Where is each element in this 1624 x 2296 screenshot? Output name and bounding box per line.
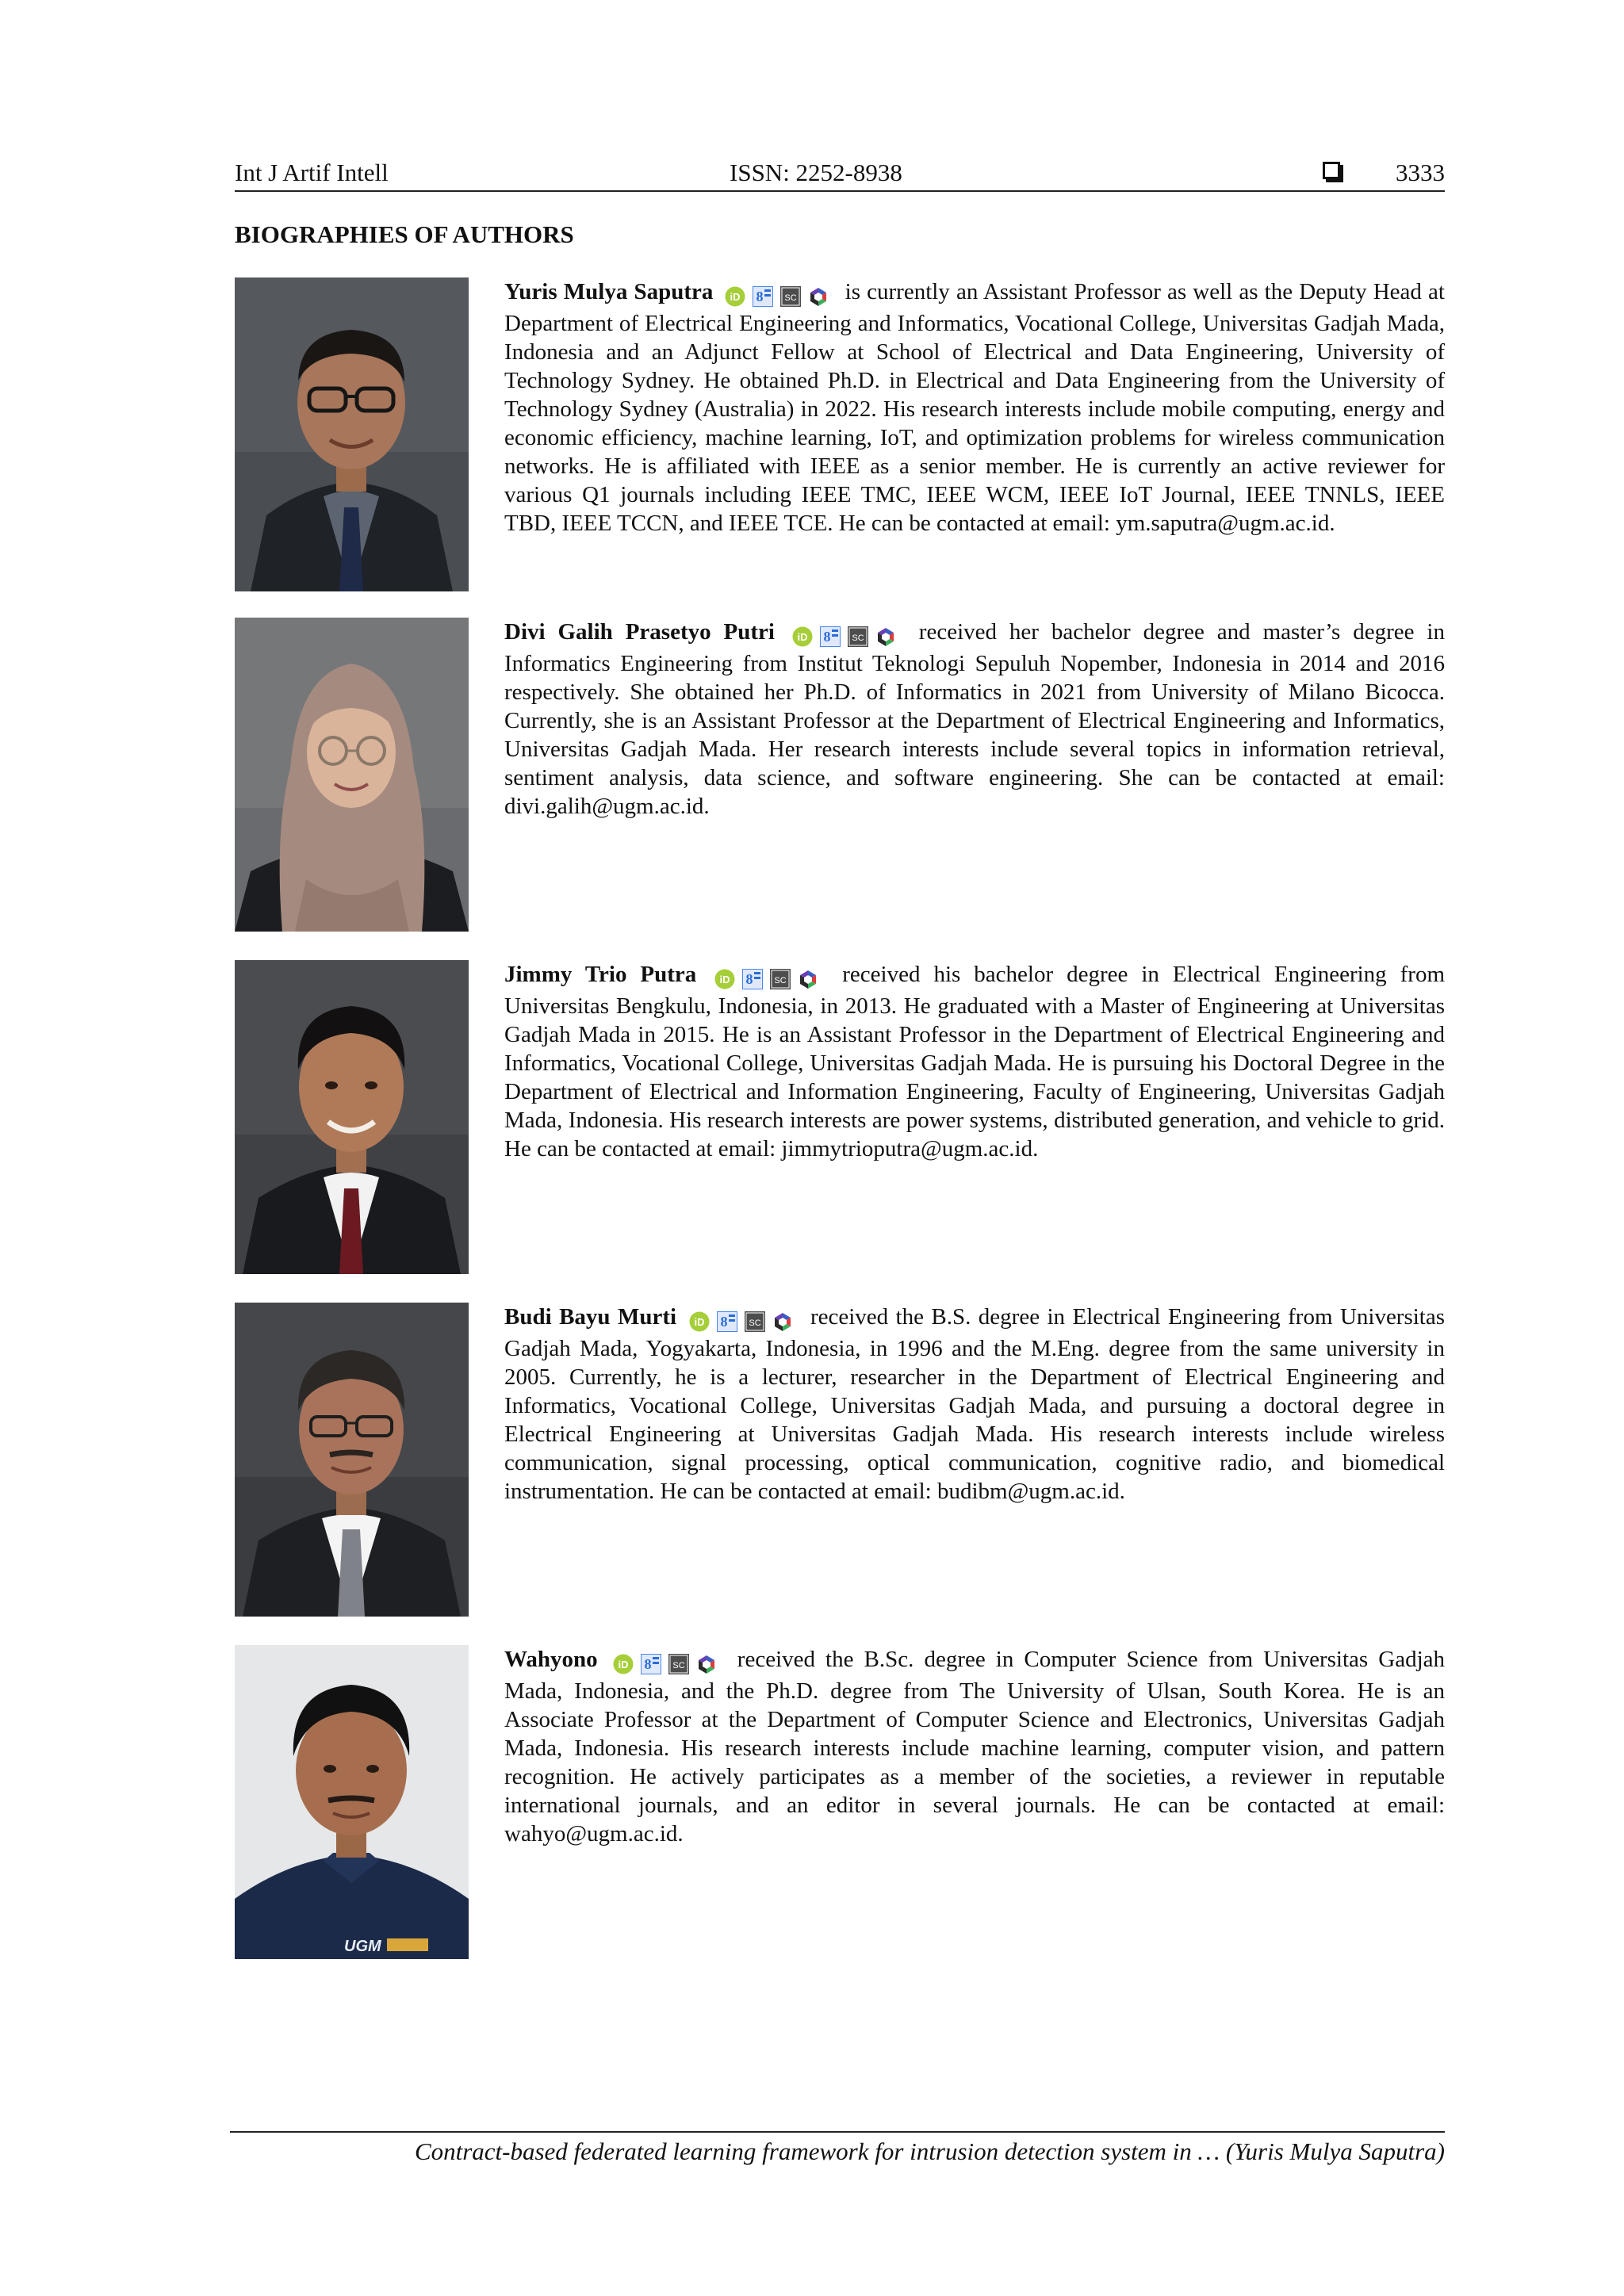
profile-icons [714,963,825,992]
publons-icon[interactable] [808,286,829,307]
section-title: BIOGRAPHIES OF AUTHORS [235,220,574,248]
scopus-icon[interactable] [668,1654,689,1674]
scopus-icon[interactable] [780,286,801,307]
google-scholar-icon[interactable] [820,626,841,647]
author-bio-text: received the B.S. degree in Electrical Engineering from Universitas Gadjah Mada, Yogyakarta, Indonesia, in 1996 and the M.Eng. degree from the same university in 2005. Currently, he is a lecturer, researcher in the Department of Electrical Engineering and Informatics, Vocational College, Universitas Gadjah Mada, and pursuing a doctoral degree in Electrical Engineering at Universitas Gadjah Mada. His research interests include wireless communication, signal processing, optical communication, cognitive radio, and biomedical instrumentation. He can be contacted at email: budibm@ugm.ac.id. [504,1304,1446,1504]
google-scholar-icon[interactable] [742,969,763,989]
orcid-icon[interactable] [613,1654,634,1674]
author-bio-text: is currently an Assistant Professor as well as the Deputy Head at Department of Electrical Engineering and Informatics, Vocational College, Universitas Gadjah Mada, Indonesia and an Adjunct Fellow at School of Electrical and Data Engineering, University of Technology Sydney. He obtained Ph.D. in Electrical and Data Engineering from the University of Technology Sydney (Australia) in 2022. His research interests include mobile computing, energy and economic efficiency, machine learning, IoT, and optimization problems for wireless communication networks. He is affiliated with IEEE as a senior member. He is currently an active reviewer for various Q1 journals including IEEE TMC, IEEE WCM, IEEE IoT Journal, IEEE TNNLS, IEEE TBD, IEEE TCCN, and IEEE TCE. He can be contacted at email: ym.saputra@ugm.ac.id. [504,279,1445,536]
running-title: Contract-based federated learning framework for intrusion detection system in … (Yuris Mulya Saputra) [414,2137,1445,2165]
orcid-icon[interactable] [714,969,735,989]
author-bio [504,1645,1445,1848]
box-glyph-icon [1323,162,1340,179]
author-name: Jimmy Trio Putra [504,962,697,987]
author-photo [235,618,469,932]
orcid-icon[interactable] [725,286,745,307]
author-entry [235,1303,1445,1617]
issn: ISSN: 2252-8938 [730,159,902,186]
publons-icon[interactable] [772,1311,793,1332]
google-scholar-icon[interactable] [717,1311,737,1332]
author-name: Wahyono [504,1647,598,1672]
author-photo [235,277,469,591]
author-name: Budi Bayu Murti [504,1304,677,1330]
author-entry [235,277,1445,591]
author-bio [504,618,1445,821]
running-footer [230,2131,1445,2168]
author-entry [235,1645,1445,1959]
publons-icon[interactable] [875,626,896,647]
author-photo [235,1645,469,1959]
orcid-icon[interactable] [689,1311,710,1332]
author-bio [504,960,1445,1163]
profile-icons [725,281,836,309]
author-photo [235,960,469,1274]
author-name: Yuris Mulya Saputra [504,279,714,304]
author-photo [235,1303,469,1617]
page-number: 3333 [1396,159,1445,186]
scopus-icon[interactable] [848,626,868,647]
author-bio-text: received the B.Sc. degree in Computer Science from Universitas Gadjah Mada, Indonesia, and the Ph.D. degree from The University of Ulsan, South Korea. He is an Associate Professor at the Department of Computer Science and Electronics, Universitas Gadjah Mada, Indonesia. His research interests include machine learning, computer vision, and pattern recognition. He actively participates as a member of the societies, a reviewer in reputable international journals, and an editor in several journals. He can be contacted at email: wahyo@ugm.ac.id. [504,1647,1445,1846]
journal-name: Int J Artif Intell [235,159,389,186]
author-entry [235,618,1445,932]
publons-icon[interactable] [798,969,818,989]
profile-icons [613,1648,724,1677]
profile-icons [792,621,903,649]
running-header [235,157,1445,192]
google-scholar-icon[interactable] [641,1654,661,1674]
author-entry [235,960,1445,1274]
shirt-logo: UGM [344,1938,381,1955]
author-bio [504,277,1445,538]
scopus-icon[interactable] [745,1311,765,1332]
publons-icon[interactable] [696,1654,717,1674]
google-scholar-icon[interactable] [753,286,773,307]
orcid-icon[interactable] [792,626,813,647]
author-name: Divi Galih Prasetyo Putri [504,619,775,645]
author-bio-text: received his bachelor degree in Electrical Engineering from Universitas Bengkulu, Indonesia, in 2013. He graduated with a Master of Engineering at Universitas Gadjah Mada in 2015. He is an Assistant Professor in the Department of Electrical Engineering and Informatics, Vocational College, Universitas Gadjah Mada. He is pursuing his Doctoral Degree in the Department of Electrical and Information Engineering, Faculty of Engineering, Universitas Gadjah Mada, Indonesia. His research interests are power systems, distributed generation, and vehicle to grid. He can be contacted at email: jimmytrioputra@ugm.ac.id. [504,962,1446,1161]
profile-icons [689,1306,800,1334]
author-bio-text: received her bachelor degree and master’s degree in Informatics Engineering from Institut Teknologi Sepuluh Nopember, Indonesia in 2014 and 2016 respectively. She obtained her Ph.D. of Informatics in 2021 from University of Milano Bicocca. Currently, she is an Assistant Professor at the Department of Electrical Engineering and Informatics, Universitas Gadjah Mada. Her research interests include several topics in information retrieval, sentiment analysis, data science, and software engineering. She can be contacted at email: divi.galih@ugm.ac.id. [504,619,1445,819]
scopus-icon[interactable] [770,969,791,989]
author-bio [504,1303,1445,1506]
